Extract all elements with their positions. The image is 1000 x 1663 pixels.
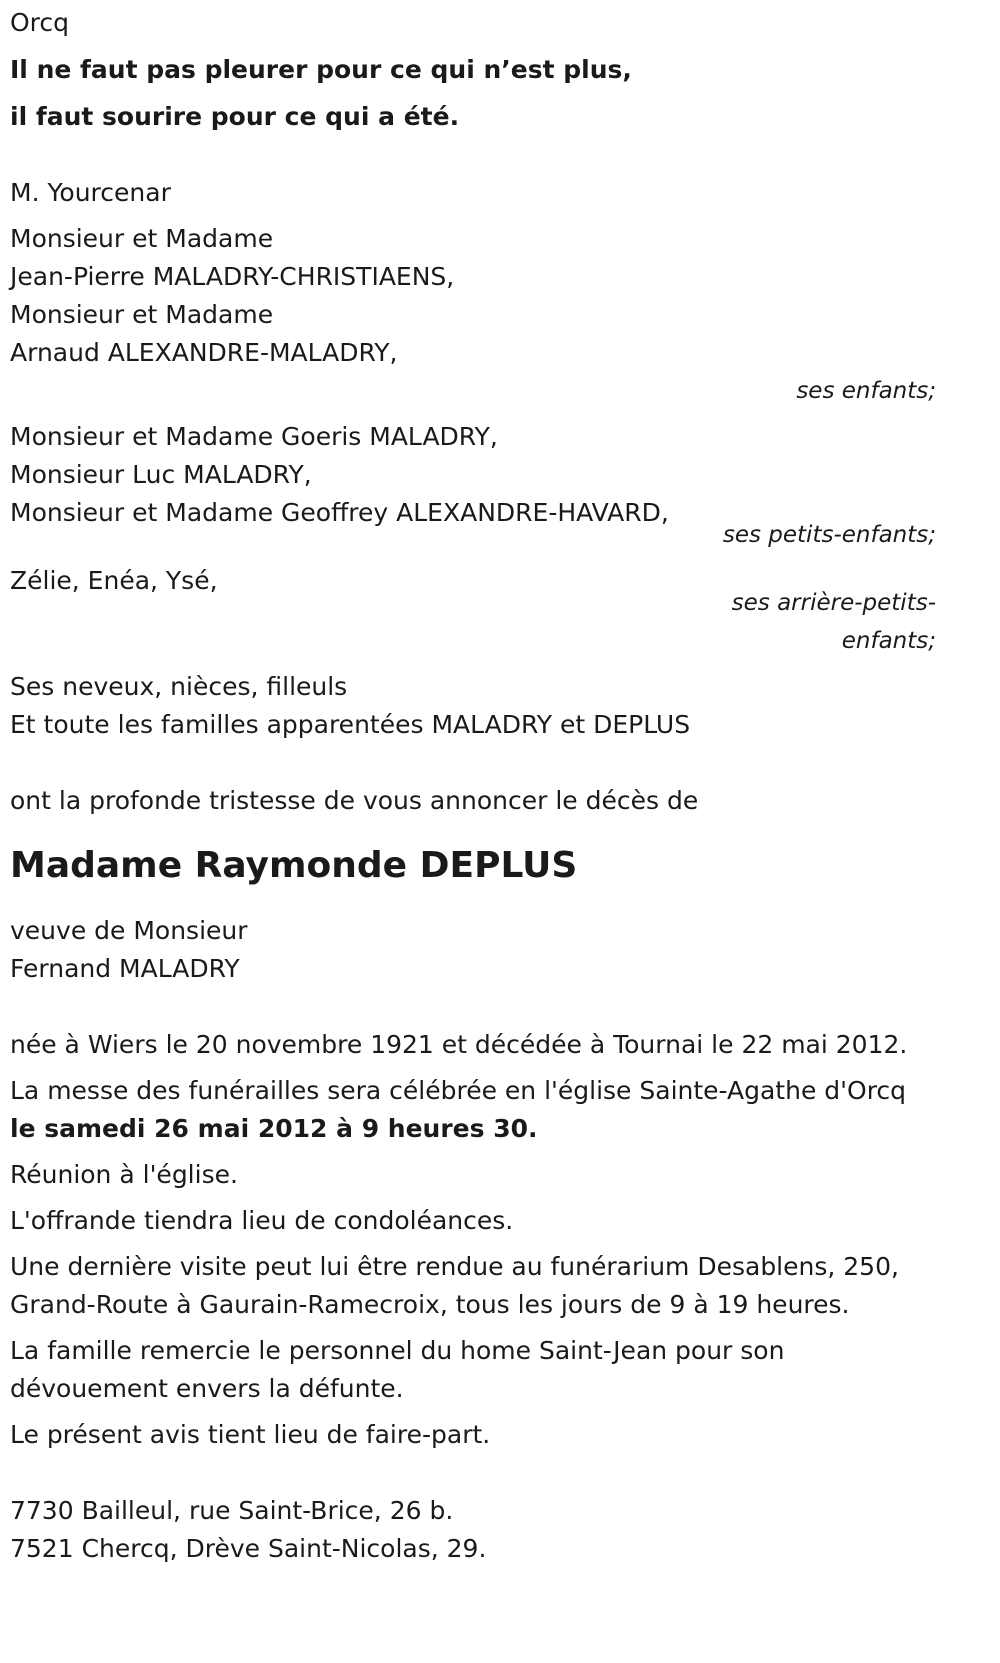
family-line: Monsieur Luc MALADRY, [10, 460, 312, 489]
family-line: Zélie, Enéa, Ysé, [10, 566, 218, 595]
address-line: 7521 Chercq, Drève Saint-Nicolas, 29. [10, 1534, 487, 1563]
deceased-name: Madame Raymonde DEPLUS [10, 845, 578, 886]
family-line: Monsieur et Madame [10, 224, 274, 253]
others-line-2: Et toute les familles apparentées MALADRY et DEPLUS [10, 710, 691, 739]
family-line: Monsieur et Madame [10, 300, 274, 329]
quote-line-2: il faut sourire pour ce qui a été. [10, 102, 460, 131]
funeral-info [10, 1072, 936, 1148]
family-line: Monsieur et Madame Geoffrey ALEXANDRE-HAVARD, [10, 498, 669, 527]
birth-death: née à Wiers le 20 novembre 1921 et décédée à Tournai le 22 mai 2012. [10, 1030, 908, 1059]
widow-of-line-1: veuve de Monsieur [10, 916, 248, 945]
great-grandchildren-label-1: ses arrière-petits- [731, 590, 936, 616]
address-line: 7730 Bailleul, rue Saint-Brice, 26 b. [10, 1496, 454, 1525]
quote-line-1: Il ne faut pas pleurer pour ce qui n’est plus, [10, 55, 632, 84]
others-line-1: Ses neveux, nièces, filleuls [10, 672, 348, 701]
visit-info: Une dernière visite peut lui être rendue au funérarium Desablens, 250, Grand-Route à Gaurain-Ramecroix, tous les jours de 9 à 19 heures. [10, 1252, 899, 1319]
details-section [10, 1026, 936, 1454]
great-grandchildren-section [10, 562, 936, 660]
family-line: Monsieur et Madame Goeris MALADRY, [10, 422, 498, 451]
funeral-text: La messe des funérailles sera célébrée en l'église Sainte-Agathe d'Orcq [10, 1076, 907, 1105]
offering: L'offrande tiendra lieu de condoléances. [10, 1206, 514, 1235]
reunion: Réunion à l'église. [10, 1160, 238, 1189]
quote-author: M. Yourcenar [10, 178, 171, 207]
family-line: Jean-Pierre MALADRY-CHRISTIAENS, [10, 262, 455, 291]
notice: Le présent avis tient lieu de faire-part. [10, 1420, 491, 1449]
obituary-notice [10, 4, 936, 1568]
children-label: ses enfants; [796, 378, 936, 404]
children-section [10, 220, 936, 410]
grandchildren-label: ses petits-enfants; [722, 522, 936, 548]
thanks: La famille remercie le personnel du home Saint-Jean pour son dévouement envers la défunte. [10, 1336, 785, 1403]
grandchildren-section [10, 418, 936, 554]
great-grandchildren-label-2: enfants; [841, 628, 936, 654]
funeral-date: le samedi 26 mai 2012 à 9 heures 30. [10, 1114, 538, 1143]
location: Orcq [10, 8, 70, 37]
family-line: Arnaud ALEXANDRE-MALADRY, [10, 338, 398, 367]
announcement: ont la profonde tristesse de vous annoncer le décès de [10, 786, 699, 815]
widow-of-line-2: Fernand MALADRY [10, 954, 240, 983]
